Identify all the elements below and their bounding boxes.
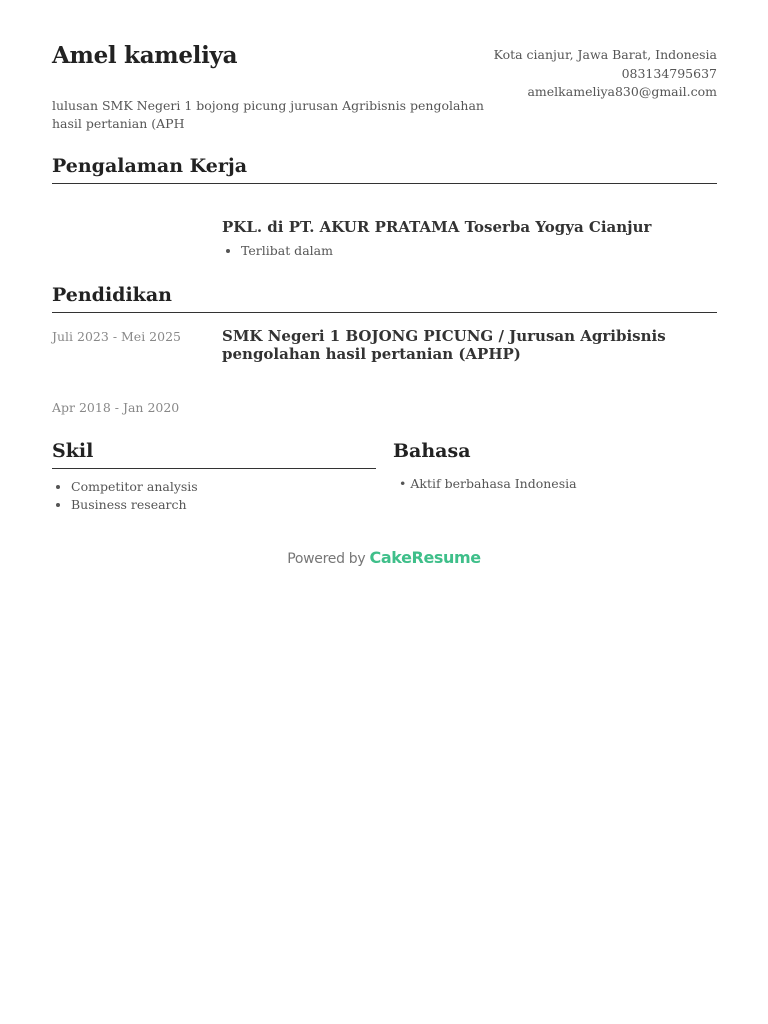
- skills-section: [52, 440, 376, 514]
- contact-location: Kota cianjur, Jawa Barat, Indonesia: [493, 47, 717, 62]
- work-entry: [52, 184, 717, 264]
- languages-section-title: Bahasa: [393, 440, 471, 462]
- languages-section: [393, 440, 717, 491]
- work-entry-title: PKL. di PT. AKUR PRATAMA Toserba Yogya Cianjur: [222, 218, 652, 236]
- resume-page: [52, 0, 717, 512]
- education-entry-title: SMK Negeri 1 BOJONG PICUNG / Jurusan Agribisnis pengolahan hasil pertanian (APHP): [222, 327, 666, 363]
- resume-header: [52, 0, 717, 140]
- work-section-title: Pengalaman Kerja: [52, 155, 717, 184]
- cakeresume-logo[interactable]: CakeResume: [369, 548, 481, 567]
- work-entry-body: [222, 218, 692, 260]
- education-entry-date: Apr 2018 - Jan 2020: [52, 400, 180, 415]
- skills-list: [52, 478, 376, 514]
- contact-email: amelkameliya830@gmail.com: [527, 84, 717, 99]
- contact-info: [494, 46, 717, 102]
- education-entry-body: [222, 327, 692, 363]
- skill-item: • Competitor analysis: [71, 478, 376, 496]
- work-entry-bullet: • Terlibat dalam: [241, 242, 692, 260]
- work-entry-bullets: [222, 242, 692, 260]
- skills-languages-row: [52, 440, 717, 530]
- education-entry-date: Juli 2023 - Mei 2025: [52, 329, 181, 344]
- education-section: [52, 284, 717, 443]
- candidate-name: Amel kameliya: [52, 42, 238, 69]
- contact-phone: 083134795637: [621, 65, 717, 81]
- skill-item: • Business research: [71, 496, 376, 514]
- powered-by-prefix: Powered by: [287, 551, 366, 567]
- language-item: • Aktif berbahasa Indonesia: [399, 476, 577, 491]
- education-entry: [52, 313, 717, 443]
- work-experience-section: [52, 155, 717, 264]
- powered-by-footer[interactable]: [0, 548, 768, 567]
- candidate-summary: lulusan SMK Negeri 1 bojong picung jurusan Agribisnis pengolahan hasil pertanian (APH: [52, 98, 484, 131]
- education-section-title: Pendidikan: [52, 284, 717, 313]
- skills-section-title: Skil: [52, 440, 376, 469]
